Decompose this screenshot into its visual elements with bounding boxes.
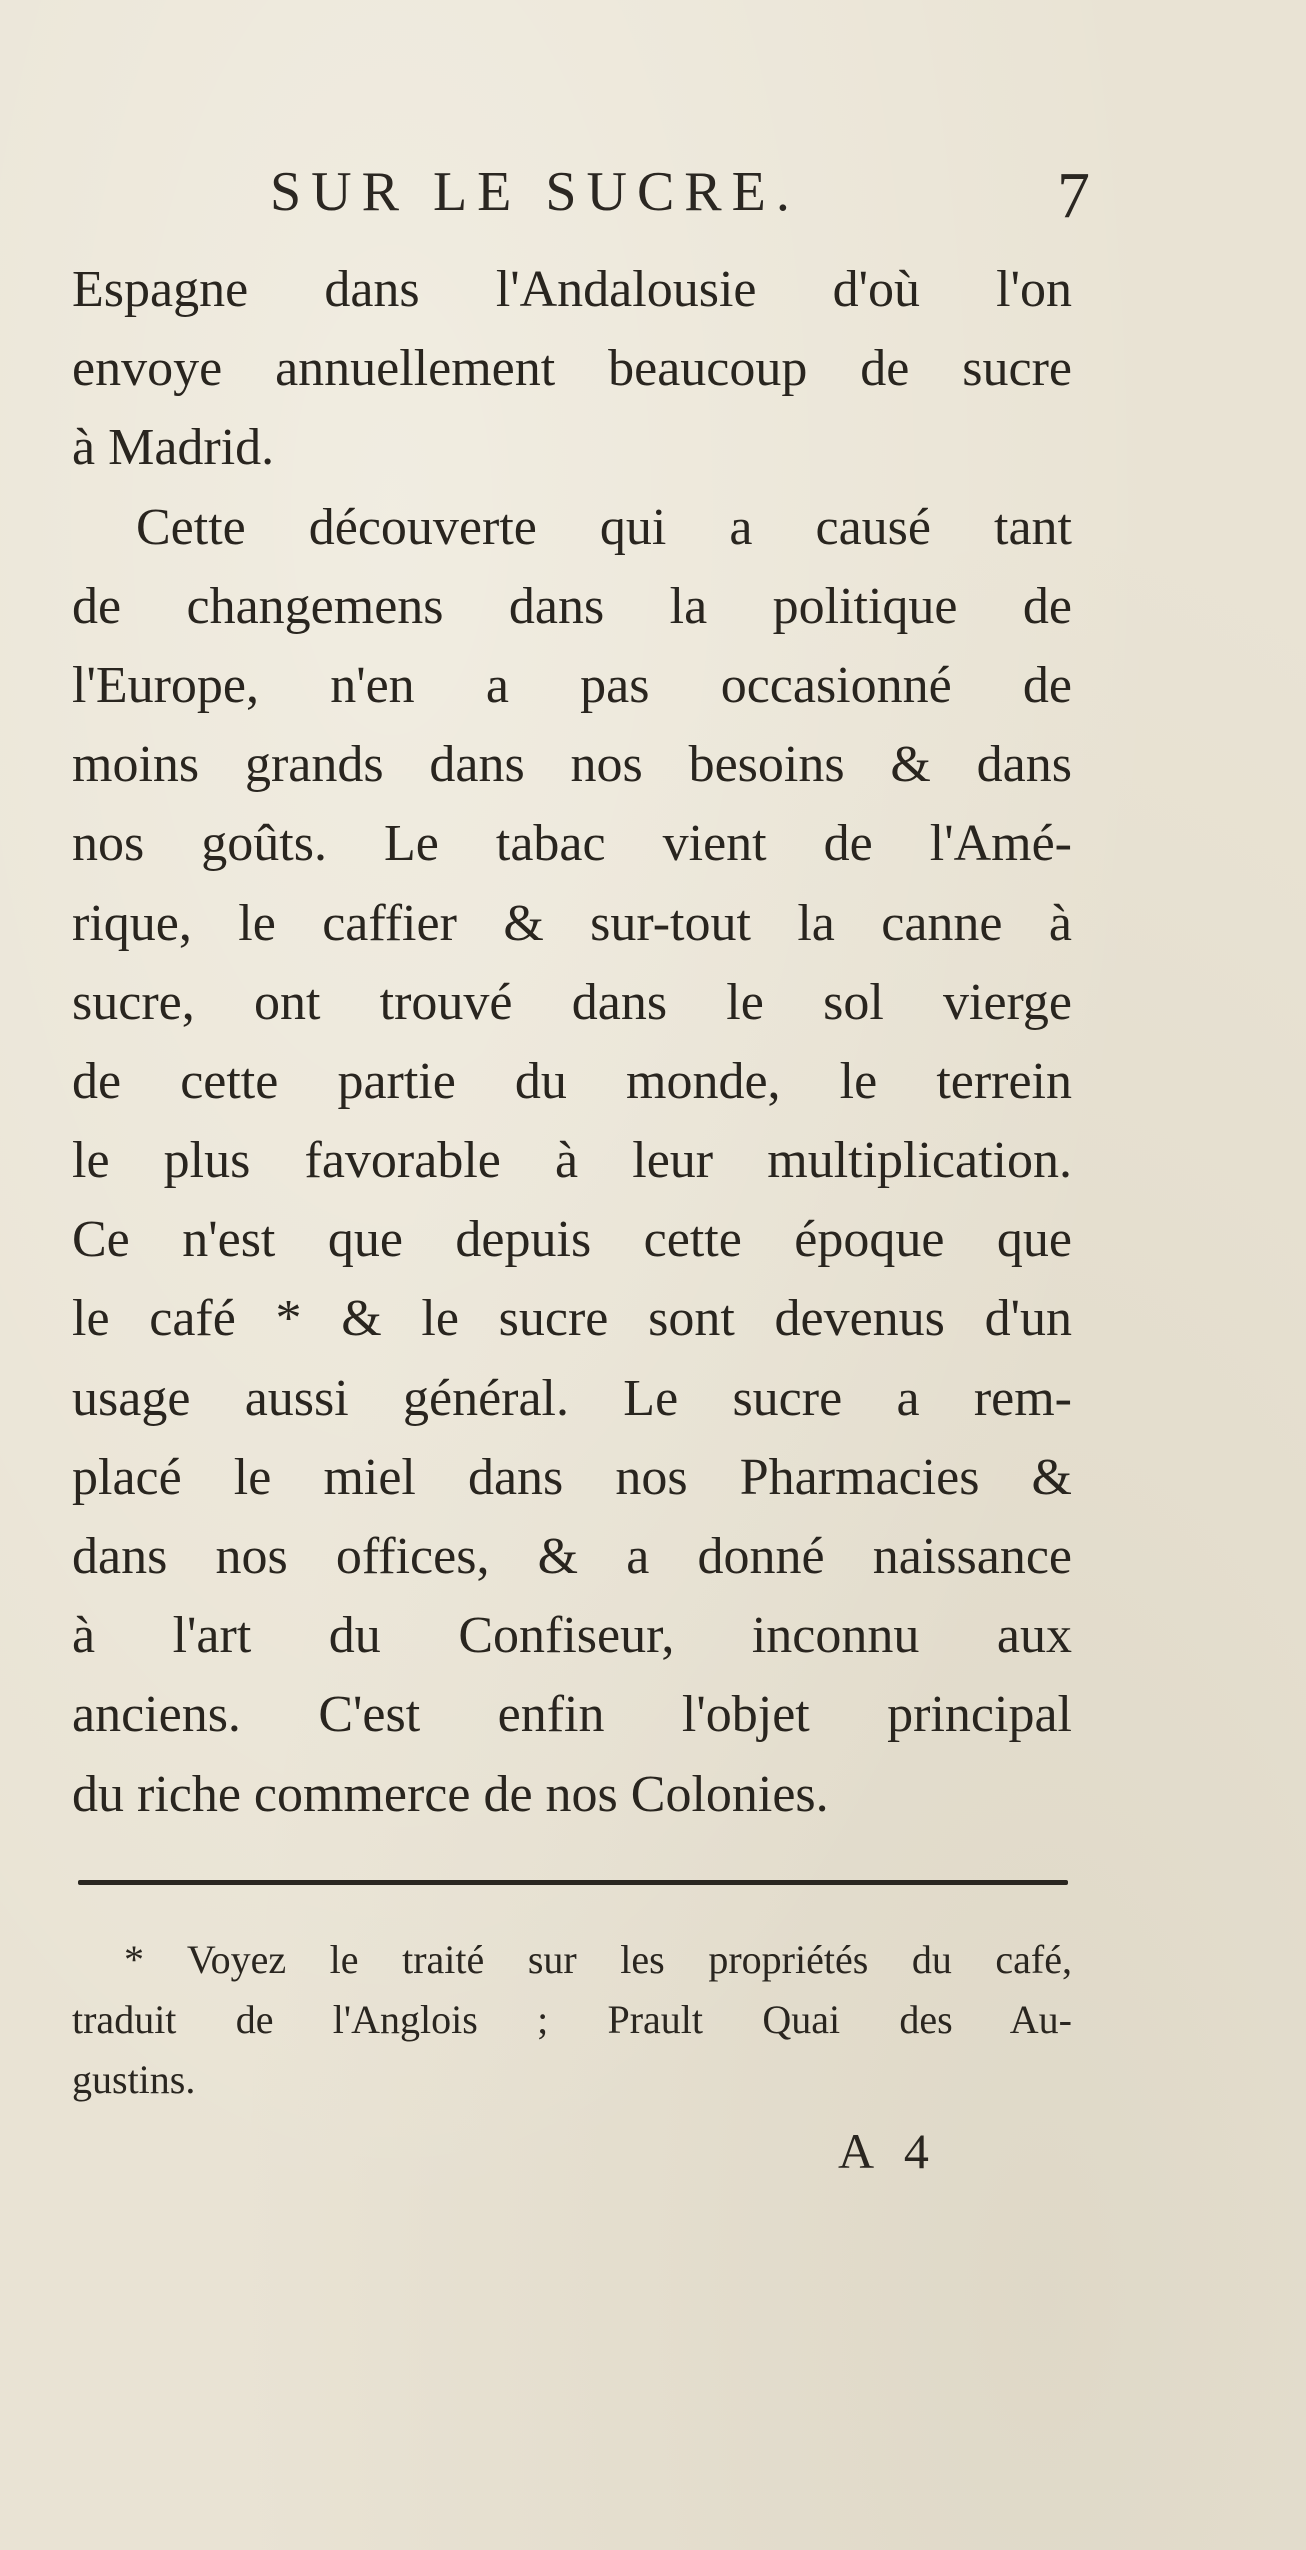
text-line: placé le miel dans nos Pharmacies &	[72, 1448, 1072, 1506]
text-line: anciens. C'est enfin l'objet principal	[72, 1686, 1072, 1744]
text-line: usage aussi général. Le sucre a rem-	[72, 1369, 1072, 1427]
text-line: l'Europe, n'en a pas occasionné de	[72, 656, 1072, 714]
text-line: à Madrid.	[72, 419, 275, 477]
running-head	[270, 160, 1090, 230]
text-line: du riche commerce de nos Colonies.	[72, 1765, 829, 1823]
text-line: à l'art du Confiseur, inconnu aux	[72, 1607, 1072, 1665]
footnote-line: gustins.	[72, 2057, 196, 2102]
text-line: nos goûts. Le tabac vient de l'Amé-	[72, 815, 1072, 873]
text-line: moins grands dans nos besoins & dans	[72, 736, 1072, 794]
text-line: Ce n'est que depuis cette époque que	[72, 1211, 1072, 1269]
text-line: Espagne dans l'Andalousie d'où l'on	[72, 261, 1072, 318]
text-line: le café * & le sucre sont devenus d'un	[72, 1290, 1072, 1348]
footnote-line: traduit de l'Anglois ; Prault Quai des Au-	[72, 1997, 1072, 2042]
signature-mark: A 4	[838, 2123, 939, 2179]
page-number: 7	[1057, 159, 1090, 232]
text-line: sucre, ont trouvé dans le sol vierge	[72, 973, 1072, 1031]
text-line: Cette découverte qui a causé tant	[136, 498, 1072, 556]
footnote	[72, 1930, 1072, 2110]
text-line: dans nos offices, & a donné naissance	[72, 1528, 1072, 1585]
body-text	[72, 250, 1072, 1834]
text-line: envoye annuellement beaucoup de sucre	[72, 340, 1072, 398]
running-title: SUR LE SUCRE.	[270, 161, 800, 223]
text-line: de changemens dans la politique de	[72, 577, 1072, 635]
text-line: le plus favorable à leur multiplication.	[72, 1132, 1072, 1190]
text-line: de cette partie du monde, le terrein	[72, 1052, 1072, 1110]
text-line: rique, le caffier & sur-tout la canne à	[72, 894, 1072, 952]
footnote-rule	[78, 1880, 1068, 1885]
footnote-line: * Voyez le traité sur les propriétés du café,	[124, 1937, 1072, 1982]
